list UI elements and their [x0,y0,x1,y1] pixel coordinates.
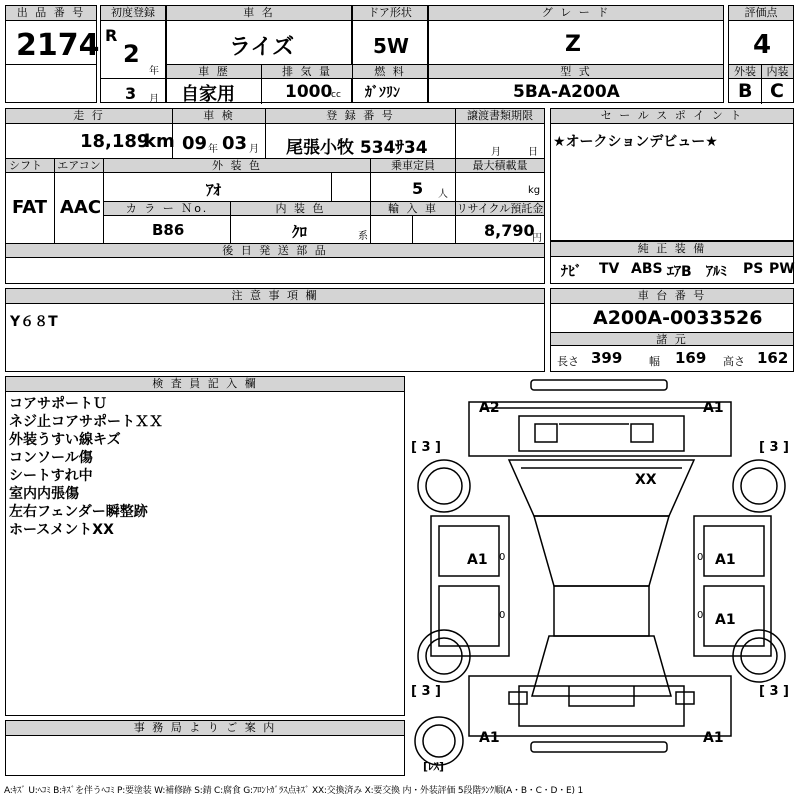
inspector-note: 室内内張傷 [9,486,79,502]
shift-label: シフト [6,159,54,173]
mark-tire-bottom-left: [ 3 ] [411,684,441,699]
lot-number-label: 出 品 番 号 [6,6,96,21]
inspector-box [5,376,405,716]
mark-hood: XX [635,472,657,488]
recycle-value: 8,790 [484,221,535,240]
caution-text: Y６８T [10,314,58,330]
inspector-note: シートすれ中 [9,468,93,484]
mark-left-o2: 0 [499,610,506,621]
grade-value: Z [565,32,581,57]
chassis-number: A200A-0033526 [593,307,763,329]
chassis-label: 車 台 番 号 [551,289,793,304]
car-diagram-box [409,376,794,776]
inspector-note: ネジ止コアサポートＸＸ [9,414,163,430]
capacity-value: 5 [412,179,424,198]
mark-left-front-door: A1 [467,552,488,568]
mark-tire-bottom-right: [ 3 ] [759,684,789,699]
registration-year: 2 [123,40,140,68]
mark-left-o1: 0 [499,552,506,563]
color-number: B86 [152,221,185,239]
car-diagram-drawing [409,376,794,776]
recycle-unit: 円 [532,233,542,244]
recycle-label: リサイクル預託金 [456,202,544,215]
legend-text: A:ｷｽﾞ U:ﾍｺﾐ B:ｷｽﾞを伴うﾍｺﾐ P:要塗装 W:補修跡 S:錆 C:腐食 G:ﾌﾛﾝﾄｶﾞﾗｽ点ｷｽﾞ XX:交換済み X:要交換 内・外装評価 5段階ﾗﾝｸ順(A・B・C・D・E) 1 [4,786,583,796]
plate-value: 尾張小牧 534ｻ34 [286,138,428,158]
mileage-label: 走 行 [6,109,172,124]
caution-label: 注 意 事 項 欄 [6,289,544,304]
length-value: 399 [591,349,623,367]
mark-spare-tire: [ﾚｽ] [423,760,445,773]
height-value: 162 [757,349,789,367]
office-box [5,720,405,776]
displacement-unit: cc [331,90,341,100]
first-registration-label: 初度登録 [101,6,165,21]
interior-score: C [770,80,784,102]
mark-right-front-door: A1 [715,552,736,568]
equipment-alloy: ｱﾙﾐ [706,264,727,280]
color-number-label: カ ラ ー Ｎo. [104,202,230,216]
mileage-unit: km [144,131,175,152]
width-label: 幅 [649,355,660,368]
inspection-year-unit: 年 [208,144,218,155]
capacity-label: 乗車定員 [371,159,455,173]
transfer-day-unit: 日 [528,147,538,158]
fuel-value: ｶﾞｿﾘﾝ [365,85,400,101]
import-label: 輸 入 車 [371,202,455,216]
door-value: 5W [373,34,409,58]
color-value: ｱｵ [206,181,222,199]
width-value: 169 [675,349,707,367]
shift-value: FAT [12,197,48,218]
color-label: 外 装 色 [104,159,370,173]
vehicle-details-box [5,108,545,284]
history-value: 自家用 [181,84,235,105]
mark-front-left: A2 [479,400,500,416]
score-value: 4 [753,30,772,60]
displacement-label: 排 気 量 [262,65,352,79]
office-label: 事 務 局 よ り ご 案 内 [6,721,404,736]
inspection-year: 09 [182,133,208,154]
inspector-note: 左右フェンダー瞬整跡 [9,504,148,520]
inspection-month: 03 [222,133,248,154]
mark-rear-right: A1 [703,730,724,746]
mileage-value: 18,189 [80,131,150,152]
model-value: 5BA-A200A [513,82,620,102]
inspector-note: コアサポートＵ [9,396,107,412]
mark-tire-top-right: [ 3 ] [759,440,789,455]
grade-box [428,5,724,103]
chassis-box [550,288,794,372]
interior-color-value: ｸﾛ [292,223,308,241]
score-label: 評価点 [729,6,793,21]
inspector-label: 検 査 員 記 入 欄 [6,377,404,392]
car-name-box [166,5,352,103]
first-registration-box [100,5,166,103]
equipment-pw: PW [769,261,795,277]
month-unit: 月 [149,94,159,105]
lot-number-box [5,5,100,103]
fuel-label: 燃 料 [353,65,427,79]
equipment-tv: TV [599,261,620,277]
load-unit: kg [528,185,541,196]
interior-label: 内装 [762,65,793,79]
plate-label: 登 録 番 号 [266,109,455,124]
mark-right-o2: 0 [697,610,704,621]
equipment-box [550,241,794,284]
spec-label: 諸 元 [551,332,793,346]
equipment-airbag: ｴｱB [667,264,692,280]
inspector-notes [9,395,163,539]
door-box [352,5,428,103]
mark-front-right: A1 [703,400,724,416]
mark-right-rear-door: A1 [715,612,736,628]
era-letter: R [105,26,118,45]
grade-label: グ レ ー ド [429,6,723,21]
lot-number: 2174 [16,28,100,63]
equipment-navi: ﾅﾋﾞ [561,264,582,280]
inspector-note: 外装うすい線キズ [9,432,121,448]
score-box [728,5,794,103]
transfer-label: 譲渡書類期限 [456,109,544,124]
sales-point-text: ★オークションデビュー★ [553,134,718,150]
exterior-label: 外装 [729,65,761,79]
equipment-label: 純 正 装 備 [551,242,793,257]
transfer-month-unit: 月 [491,147,501,158]
equipment-abs: ABS [631,261,663,277]
length-label: 長さ [557,355,579,368]
capacity-unit: 人 [438,189,448,200]
mark-right-o1: 0 [697,552,704,563]
door-label: ドア形状 [353,6,427,21]
car-name-label: 車 名 [167,6,351,21]
history-label: 車 歴 [167,65,261,79]
registration-month: 3 [125,84,137,103]
equipment-ps: PS [743,261,764,277]
interior-color-label: 内 装 色 [231,202,370,216]
exterior-score: B [738,80,753,102]
ac-value: AAC [60,197,102,218]
inspector-note: コンソール傷 [9,450,93,466]
inspection-month-unit: 月 [249,144,259,155]
sales-point-label: セ ー ル ス ポ イ ン ト [551,109,793,124]
inspection-label: 車 検 [173,109,265,124]
load-label: 最大積載量 [456,159,544,173]
mark-tire-top-left: [ 3 ] [411,440,441,455]
year-unit: 年 [149,66,159,77]
inspector-note: ホースメントXX [9,522,114,538]
interior-color-unit: 系 [358,231,368,242]
model-label: 型 式 [429,65,723,79]
later-parts-label: 後 日 発 送 部 品 [6,244,544,258]
mark-rear-left: A1 [479,730,500,746]
height-label: 高さ [723,355,745,368]
car-name: ライズ [229,35,295,60]
sales-point-box [550,108,794,241]
ac-label: エアコン [55,159,103,173]
displacement-value: 1000 [285,82,333,102]
caution-box [5,288,545,372]
